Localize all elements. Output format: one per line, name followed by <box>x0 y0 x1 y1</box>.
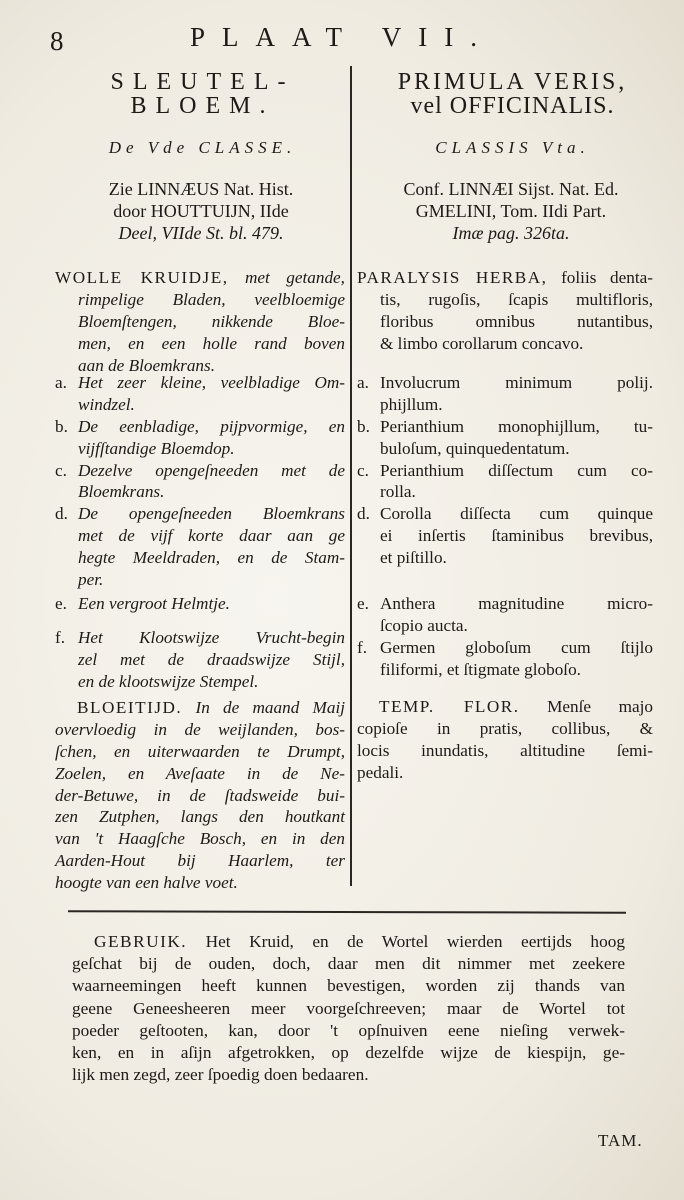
text-line: aan de Bloemkrans. <box>78 355 215 375</box>
item-line: filiformi, et ſtigmate globoſo. <box>380 659 581 679</box>
left-description <box>55 267 345 376</box>
figure-item <box>357 372 653 416</box>
text-line: ſchen, en uiterwaarden te Drumpt, <box>55 741 345 761</box>
right-title <box>355 70 670 118</box>
section-label: WOLLE KRUIDJE, <box>55 268 229 287</box>
item-letter: e. <box>55 593 67 613</box>
text-line: geſchat bij de ouden, doch, daar men dit nimmer met zeekere <box>72 954 625 974</box>
item-line: ei inſertis ſtaminibus brevibus, <box>380 526 653 546</box>
reference-line: Deel, VIIde St. bl. 479. <box>118 223 284 243</box>
item-line: Perianthium diſſectum cum co- <box>380 460 653 480</box>
catchword: TAM. <box>598 1131 643 1150</box>
reference-line: Conf. LINNÆI Sijst. Nat. Ed. <box>403 179 619 199</box>
item-letter: d. <box>55 504 68 524</box>
item-line: Dezelve opengeſneeden met de <box>78 460 345 480</box>
text-line: Zoelen, en Aveſaate in de Ne- <box>55 763 345 783</box>
text-line: pedali. <box>357 762 404 782</box>
text-line: lijk men zegd, zeer ſpoedig doen bedaaren. <box>72 1065 369 1085</box>
section-label: GEBRUIK. <box>94 932 188 951</box>
right-title-line: vel OFFICINALIS. <box>410 93 615 119</box>
item-letter: d. <box>357 504 370 524</box>
horizontal-rule <box>68 910 626 913</box>
text-line: rimpelige Bladen, veelbloemige <box>78 289 345 309</box>
text-line: overvloedig in de weijlanden, bos- <box>55 719 345 739</box>
item-letter: c. <box>357 460 369 480</box>
item-line: buloſum, quinquedentatum. <box>380 438 570 458</box>
left-reference <box>55 178 347 244</box>
text-line: Aarden-Hout bij Haarlem, ter <box>55 851 345 871</box>
left-title <box>60 70 345 118</box>
gebruik-paragraph <box>72 931 625 1086</box>
left-bloeitijd <box>55 697 345 894</box>
text-line: geene Geneesheeren meer voorgeſchreeven; maar de Wortel tot <box>72 998 625 1018</box>
item-line: zel met de draadswijze Stijl, <box>78 649 345 669</box>
column-divider <box>350 66 352 886</box>
text-run: met getande, <box>228 268 345 287</box>
item-line: Een vergroot Helmtje. <box>78 593 230 613</box>
section-label: PARALYSIS HERBA, <box>357 268 548 287</box>
text-line: ken, en in aſijn afgetrokken, op dezelfde wijze de kiespijn, ge- <box>72 1042 625 1062</box>
right-temp-flor <box>357 696 653 784</box>
figure-item <box>55 372 345 416</box>
text-line: Bloemſtengen, nikkende Bloe- <box>78 311 345 331</box>
right-figure-items <box>357 372 653 681</box>
figure-item <box>357 593 653 637</box>
figure-item <box>55 503 345 591</box>
item-letter: f. <box>357 637 368 657</box>
text-run: Menſe majo <box>519 697 653 716</box>
text-line <box>55 697 345 719</box>
item-line: per. <box>78 570 104 590</box>
text-run: foliis denta- <box>547 268 653 287</box>
right-reference <box>352 178 670 244</box>
figure-item <box>357 460 653 504</box>
item-line: hegte Meeldraden, en de Stam- <box>78 548 345 568</box>
item-line: De opengeſneeden Bloemkrans <box>78 504 345 524</box>
left-figure-items <box>55 372 345 692</box>
item-letter: b. <box>357 416 370 436</box>
figure-item <box>55 593 345 615</box>
item-line: rolla. <box>380 482 416 502</box>
text-line: floribus omnibus nutantibus, <box>380 311 653 331</box>
text-line: van 't Haagſche Bosch, en in den <box>55 829 345 849</box>
figure-item <box>357 416 653 460</box>
figure-item <box>357 503 653 569</box>
item-letter: a. <box>55 373 67 392</box>
item-line: vijfſtandige Bloemdop. <box>78 438 235 458</box>
text-line: locis inundatis, altitudine ſemi- <box>357 740 653 760</box>
left-classe: De Vde CLASSE. <box>108 138 297 157</box>
item-line: Perianthium monophijllum, tu- <box>380 416 653 436</box>
item-line: Het zeer kleine, veelbladige Om- <box>78 373 345 392</box>
item-line: Het Klootswijze Vrucht-begin <box>78 627 345 647</box>
text-line: waarneemingen heeft kunnen bevestigen, worden zij thands van <box>72 976 625 996</box>
item-line: De eenbladige, pijpvormige, en <box>78 416 345 436</box>
text-line <box>357 267 653 289</box>
figure-item <box>357 637 653 681</box>
item-line: Germen globoſum cum ſtijlo <box>380 637 653 657</box>
right-classe: CLASSIS Vta. <box>435 138 590 157</box>
item-letter: a. <box>357 373 369 392</box>
item-line: Bloemkrans. <box>78 482 165 502</box>
text-line: men, en een holle rand boven <box>78 333 345 353</box>
item-line: Corolla diſſecta cum quinque <box>380 504 653 524</box>
item-line: windzel. <box>78 394 135 414</box>
item-letter: e. <box>357 594 369 614</box>
section-label: TEMP. FLOR. <box>379 697 520 716</box>
text-line: tis, rugoſis, ſcapis multifloris, <box>380 289 653 309</box>
text-line <box>357 696 653 718</box>
left-title-line: SLEUTEL- <box>110 69 295 95</box>
text-line <box>55 267 345 289</box>
text-line: copioſe in pratis, collibus, & <box>357 718 653 738</box>
item-line: en de klootswijze Stempel. <box>78 671 259 691</box>
figure-item <box>55 416 345 460</box>
text-run: Het Kruid, en de Wortel wierden eertijds hoog <box>187 932 625 951</box>
reference-line: Zie LINNÆUS Nat. Hist. <box>108 179 294 199</box>
running-head: PLAAT VII. <box>190 22 495 52</box>
left-title-line: BLOEM. <box>130 93 275 119</box>
text-line: poeder geſtooten, kan, door 't opſnuiven eene nieſing verwek- <box>72 1020 625 1040</box>
figure-item <box>55 460 345 504</box>
reference-line: GMELINI, Tom. IIdi Part. <box>415 201 607 221</box>
figure-item <box>55 627 345 693</box>
text-run: In de maand Maij <box>182 698 345 717</box>
item-letter: c. <box>55 460 67 480</box>
right-title-line: PRIMULA VERIS, <box>397 69 628 95</box>
reference-line: door HOUTTUIJN, IIde <box>113 201 289 221</box>
text-line: & limbo corollarum concavo. <box>380 333 584 353</box>
item-letter: b. <box>55 416 68 436</box>
section-label: BLOEITIJD. <box>77 698 183 717</box>
item-line: phijllum. <box>380 394 443 414</box>
text-line: zen Zutphen, langs den houtkant <box>55 807 345 827</box>
item-line: et piſtillo. <box>380 548 447 568</box>
right-description <box>357 267 653 355</box>
page-number: 8 <box>50 26 64 56</box>
text-line <box>72 931 625 953</box>
reference-line: Imæ pag. 326ta. <box>452 223 570 243</box>
item-line: Anthera magnitudine micro- <box>380 594 653 614</box>
item-line: Involucrum minimum polij. <box>380 373 653 392</box>
item-letter: f. <box>55 627 66 647</box>
text-line: der-Betuwe, in de ſtadsweide bui- <box>55 785 345 805</box>
item-line: ſcopio aucta. <box>380 615 468 635</box>
text-line: hoogte van een halve voet. <box>55 873 238 893</box>
item-line: met de vijf korte daar aan ge <box>78 526 345 546</box>
